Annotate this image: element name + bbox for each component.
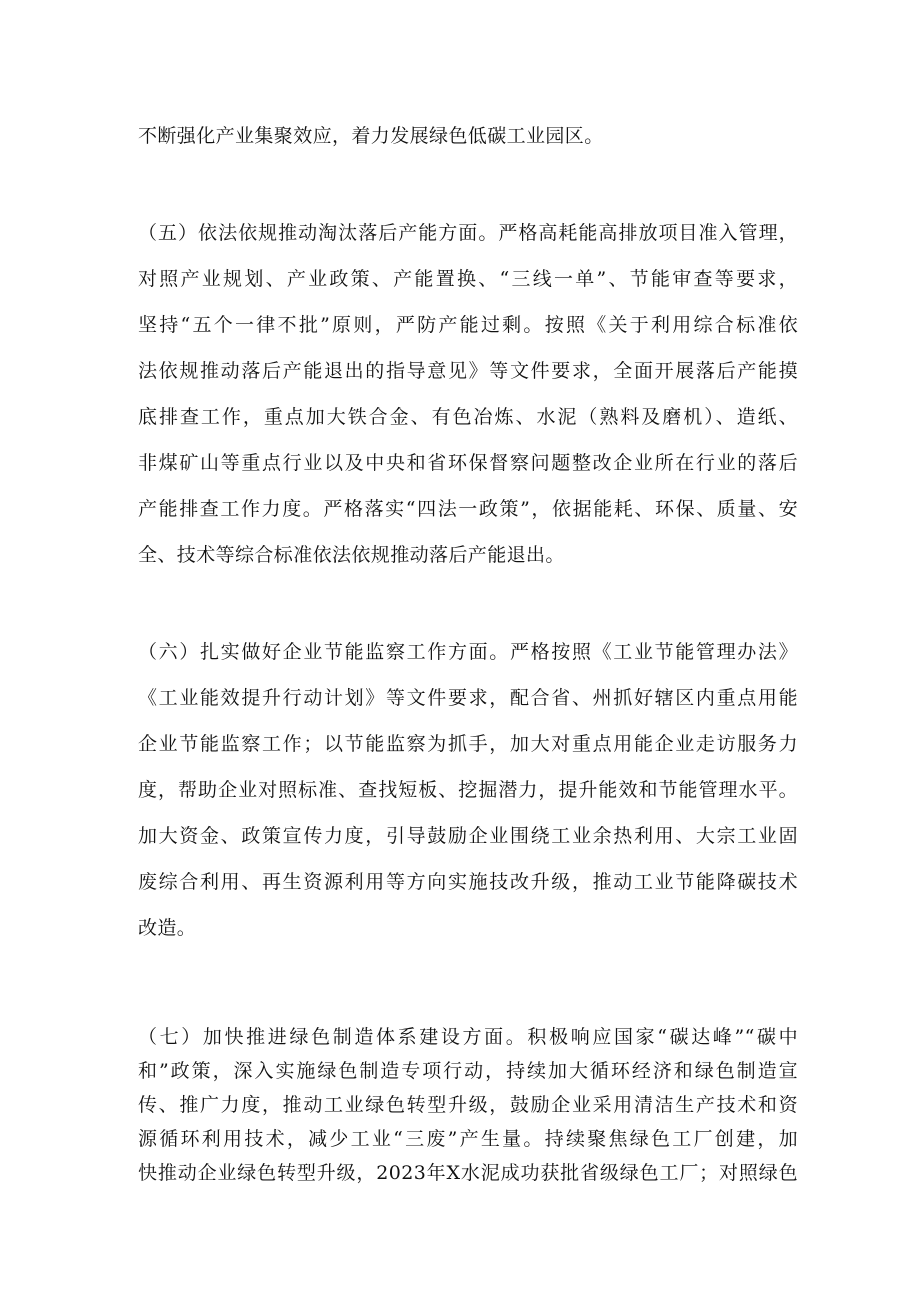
text-line: 《工业能效提升行动计划》等文件要求，配合省、州抓好辖区内重点用能 xyxy=(138,687,798,709)
text-line: （五）依法依规推动淘汰落后产能方面。严格高耗能高排放项目准入管理， xyxy=(138,222,798,244)
text-line: 废综合利用、再生资源利用等方向实施技改升级，推动工业节能降碳技术 xyxy=(138,871,798,893)
text-line: 底排查工作，重点加大铁合金、有色冶炼、水泥（熟料及磨机）、造纸、 xyxy=(138,406,798,428)
text-line: （七）加快推进绿色制造体系建设方面。积极响应国家“碳达峰”“碳中 xyxy=(138,1026,798,1048)
text-line: 不断强化产业集聚效应，着力发展绿色低碳工业园区。 xyxy=(138,125,604,147)
text-line: 产能排查工作力度。严格落实“四法一政策”，依据能耗、环保、质量、安 xyxy=(138,498,798,520)
text-line: 和”政策，深入实施绿色制造专项行动，持续加大循环经济和绿色制造宣 xyxy=(138,1060,798,1082)
text-line: 法依规推动落后产能退出的指导意见》等文件要求，全面开展落后产能摸 xyxy=(138,360,798,382)
text-line: 非煤矿山等重点行业以及中央和省环保督察问题整改企业所在行业的落后 xyxy=(138,452,798,474)
text-line: 传、推广力度，推动工业绿色转型升级，鼓励企业采用清洁生产技术和资 xyxy=(138,1094,798,1116)
text-line: 企业节能监察工作；以节能监察为抓手，加大对重点用能企业走访服务力 xyxy=(138,733,798,755)
text-line: 坚持“五个一律不批”原则，严防产能过剩。按照《关于利用综合标准依 xyxy=(138,314,798,336)
text-line: 全、技术等综合标准依法依规推动落后产能退出。 xyxy=(138,544,565,566)
text-line: （六）扎实做好企业节能监察工作方面。严格按照《工业节能管理办法》 xyxy=(138,641,798,663)
text-line: 源循环利用技术，减少工业“三废”产生量。持续聚焦绿色工厂创建，加 xyxy=(138,1128,798,1150)
text-line: 快推动企业绿色转型升级，2023年X水泥成功获批省级绿色工厂；对照绿色 xyxy=(138,1162,798,1184)
text-line: 对照产业规划、产业政策、产能置换、“三线一单”、节能审查等要求， xyxy=(138,268,798,290)
text-line: 度，帮助企业对照标准、查找短板、挖掘潜力，提升能效和节能管理水平。 xyxy=(138,779,798,801)
text-line: 改造。 xyxy=(138,917,197,939)
text-line: 加大资金、政策宣传力度，引导鼓励企业围绕工业余热利用、大宗工业固 xyxy=(138,825,798,847)
